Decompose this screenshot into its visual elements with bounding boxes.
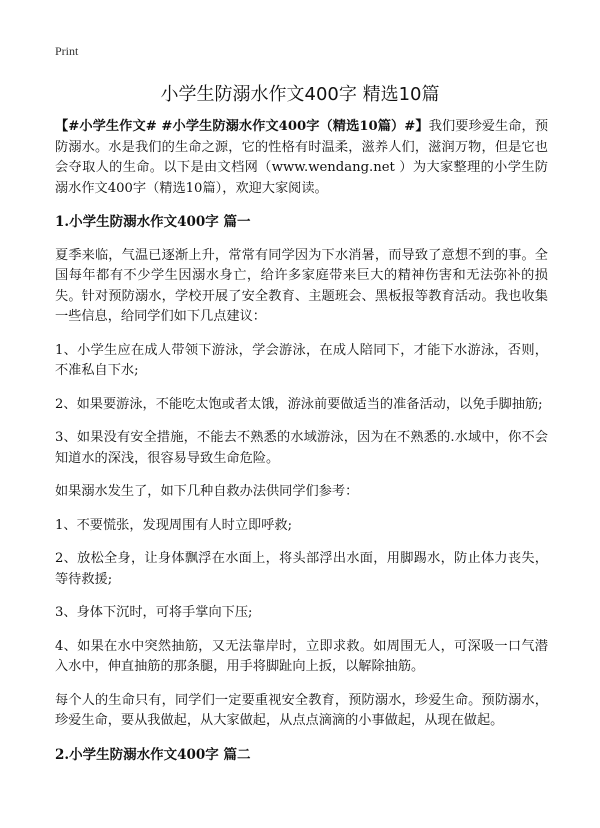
intro-text: 我们要珍爱生命，预防溺水。水是我们的生命之源，它的性格有时温柔，滋养人们，滋润万物，但是它也会夺取人的生命。以下是由文档网（www.wendang.net ）为大家整理的小学生防溺水作文400字（精选10篇），欢迎大家阅读。 [55,119,549,196]
section-heading-2: 2.小学生防溺水作文400字 篇二 [55,746,251,763]
paragraph: 夏季来临，气温已逐渐上升，常常有同学因为下水消暑，而导致了意想不到的事。全国每年都有不少学生因溺水身亡，给许多家庭带来巨大的精神伤害和无法弥补的损失。针对预防溺水，学校开展了安全教育、主题班会、黑板报等教育活动。我也收集一些信息，给同学们如下几点建议： [55,247,548,324]
paragraph: 2、如果要游泳，不能吃太饱或者太饿，游泳前要做适当的准备活动，以免手脚抽筋; [55,396,543,412]
intro-tags: 【#小学生作文# #小学生防溺水作文400字（精选10篇）#】 [55,119,429,134]
paragraph: 1、不要慌张，发现周围有人时立即呼救; [55,517,293,533]
section-heading-1: 1.小学生防溺水作文400字 篇一 [55,214,251,230]
paragraph: 每个人的生命只有，同学们一定要重视安全教育，预防溺水，珍爱生命。预防溺水，珍爱生命，要从我做起，从大家做起，从点点滴滴的小事做起，从现在做起。 [55,692,548,728]
intro-paragraph [55,117,548,199]
paragraph: 4、如果在水中突然抽筋，又无法靠岸时，立即求救。如周围无人，可深吸一口气潜入水中，伸直抽筋的那条腿，用手将脚趾向上扳，以解除抽筋。 [55,638,548,674]
document-title: 小学生防溺水作文400字 精选10篇 [160,84,440,105]
paragraph: 2、放松全身，让身体飘浮在水面上，将头部浮出水面，用脚踢水，防止体力丧失，等待救援; [55,551,548,587]
document-body [55,117,548,778]
paragraph: 3、如果没有安全措施，不能去不熟悉的水域游泳，因为在不熟悉的.水域中，你不会知道水的深浅，很容易导致生命危险。 [55,430,548,466]
paragraph: 3、身体下沉时，可将手掌向下压; [55,605,253,620]
paragraph: 如果溺水发生了，如下几种自救办法供同学们参考： [55,484,359,499]
print-label: Print [55,44,79,58]
paragraph: 1、小学生应在成人带领下游泳，学会游泳，在成人陪同下，才能下水游泳，否则，不准私自下水; [55,342,548,378]
